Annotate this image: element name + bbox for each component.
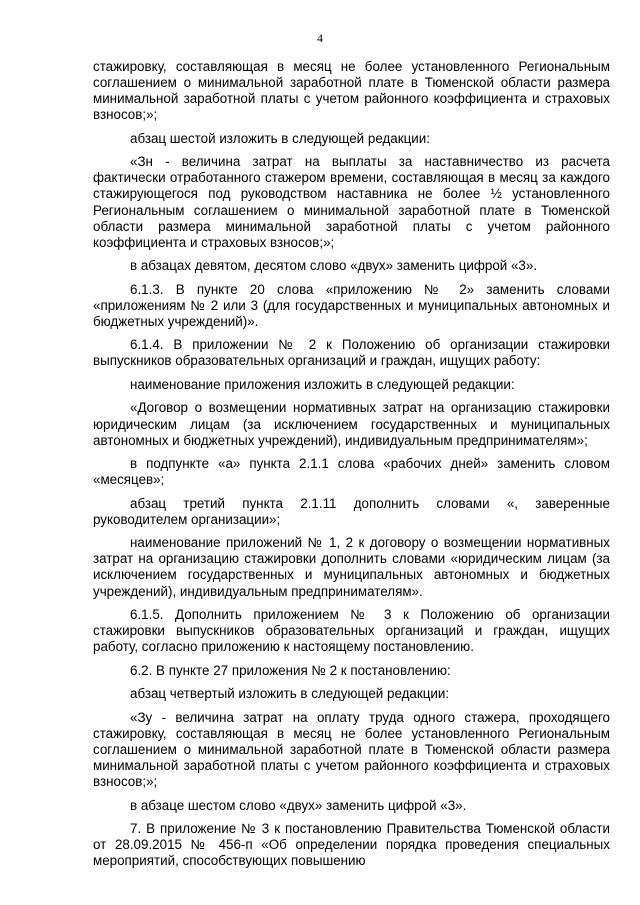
document-body [93,59,610,869]
paragraph: наименование приложения изложить в следующей редакции: [130,376,515,392]
paragraph: 6.1.3. В пункте 20 слова «приложению № 2» заменить словами «приложениям № 2 или 3 (для государственных и муниципальных автономных и бюджетных учреждений)». [93,281,610,329]
paragraph: в абзаце шестом слово «двух» заменить цифрой «3». [130,797,467,813]
paragraph: абзац четвертый изложить в следующей редакции: [130,686,450,702]
paragraph: абзац третий пункта 2.1.11 дополнить словами «, заверенные руководителем организации»; [93,495,610,527]
paragraph: «Договор о возмещении нормативных затрат на организацию стажировки юридическим лицам (за исключением государственных и муниципальных автономных и бюджетных учреждений), индивидуальным предпринимателям»; [93,400,610,448]
page-number: 4 [317,31,323,45]
paragraph: 6.1.5. Дополнить приложением № 3 к Положению об организации стажировки выпускников образовательных организаций и граждан, ищущих работу, согласно приложению к настоящему постановлению. [93,607,610,655]
paragraph: 6.2. В пункте 27 приложения № 2 к постановлению: [130,662,451,678]
paragraph: в подпункте «а» пункта 2.1.1 слова «рабочих дней» заменить словом «месяцев»; [93,456,610,488]
paragraph: стажировку, составляющая в месяц не более установленного Региональным соглашением о минимальной заработной плате в Тюменской области размера минимальной заработной платы с учетом районного коэффициента и страховых взносов;»; [93,59,610,123]
paragraph: в абзацах девятом, десятом слово «двух» заменить цифрой «3». [130,258,538,274]
paragraph: 6.1.4. В приложении № 2 к Положению об организации стажировки выпускников образовательных организаций и граждан, ищущих работу: [93,337,610,369]
paragraph: «Зн - величина затрат на выплаты за наставничество из расчета фактически отработанного стажером времени, составляющая в месяц за каждого стажирующегося под руководством наставника не более ½ установленного Региональным соглашением о минимальной заработной плате в Тюменской области размера минимальной заработной платы с учетом районного коэффициента и страховых взносов;»; [93,154,610,250]
paragraph: наименование приложений № 1, 2 к договору о возмещении нормативных затрат на организацию стажировки дополнить словами «юридическим лицам (за исключением государственных и муниципальных автономных и бюджетных учреждений), индивидуальным предпринимателям». [93,535,610,599]
paragraph: 7. В приложение № 3 к постановлению Правительства Тюменской области от 28.09.2015 № 456-п «Об определении порядка проведения специальных мероприятий, способствующих повышению [93,821,610,869]
paragraph: «Зу - величина затрат на оплату труда одного стажера, проходящего стажировку, составляющая в месяц не более установленного Региональным соглашением о минимальной заработной плате в Тюменской области размера минимальной заработной платы с учетом районного коэффициента и страховых взносов;»; [93,709,610,790]
paragraph: абзац шестой изложить в следующей редакции: [130,130,430,146]
